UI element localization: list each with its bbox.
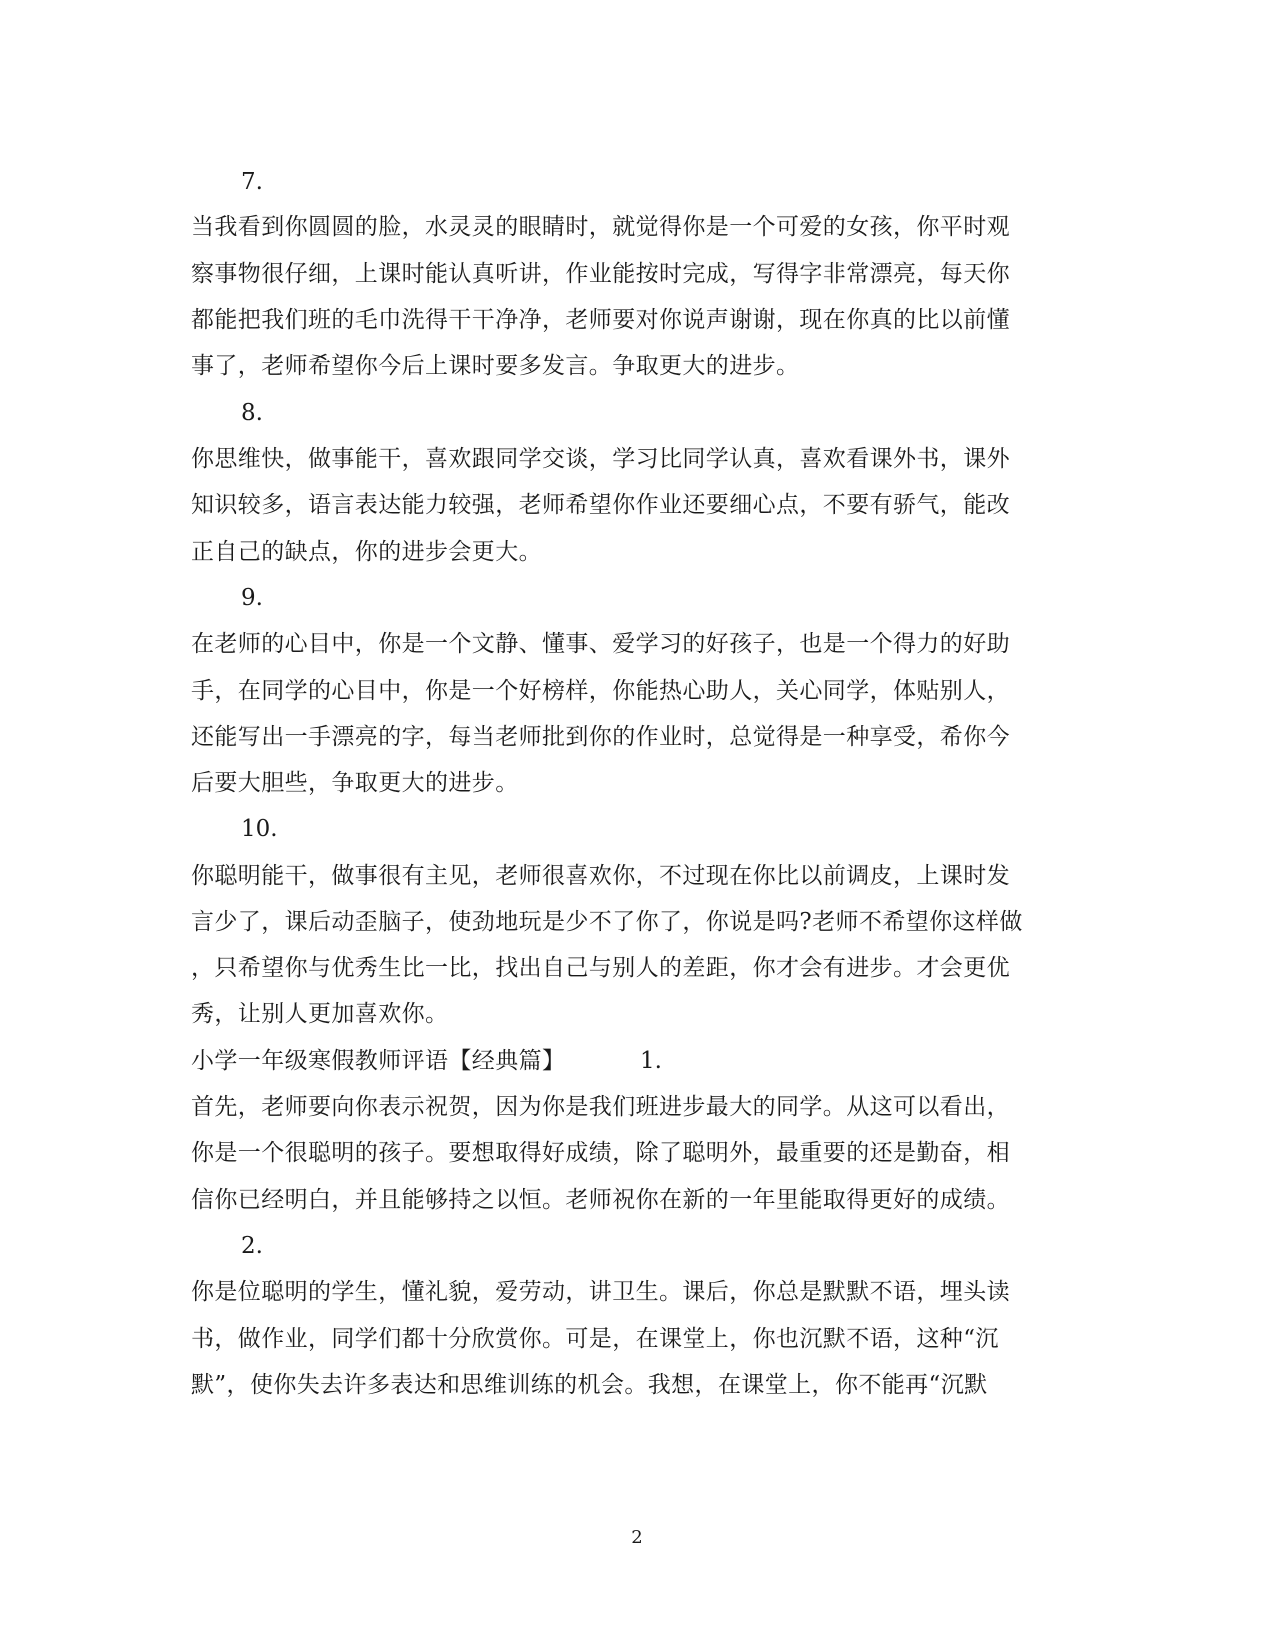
paragraph-line: 都能把我们班的毛巾洗得干干净净，老师要对你说声谢谢，现在你真的比以前懂 (191, 307, 1010, 333)
item-number: 8. (241, 400, 263, 426)
paragraph-line: 当我看到你圆圆的脸，水灵灵的眼睛时，就觉得你是一个可爱的女孩，你平时观 (191, 214, 1010, 240)
paragraph-line: 正自己的缺点，你的进步会更大。 (191, 539, 542, 565)
paragraph-line: 察事物很仔细，上课时能认真听讲，作业能按时完成，写得字非常漂亮，每天你 (191, 261, 1010, 287)
item-number: 1. (640, 1048, 662, 1074)
item-number: 7. (241, 169, 263, 195)
section-title: 小学一年级寒假教师评语【经典篇】 (191, 1048, 566, 1074)
paragraph-line: 知识较多，语言表达能力较强，老师希望你作业还要细心点，不要有骄气，能改 (191, 492, 1010, 518)
paragraph-line: 你是位聪明的学生，懂礼貌，爱劳动，讲卫生。课后，你总是默默不语，埋头读 (191, 1279, 1010, 1305)
paragraph-line: 你是一个很聪明的孩子。要想取得好成绩，除了聪明外，最重要的还是勤奋，相 (191, 1140, 1010, 1166)
paragraph-line: 你聪明能干，做事很有主见，老师很喜欢你，不过现在你比以前调皮，上课时发 (191, 863, 1010, 889)
paragraph-line: 书，做作业，同学们都十分欣赏你。可是，在课堂上，你也沉默不语，这种“沉 (191, 1326, 999, 1352)
paragraph-line: 手，在同学的心目中，你是一个好榜样，你能热心助人，关心同学，体贴别人， (191, 678, 1010, 704)
paragraph-line: 还能写出一手漂亮的字，每当老师批到你的作业时，总觉得是一种享受，希你今 (191, 724, 1010, 750)
paragraph-line: 在老师的心目中，你是一个文静、懂事、爱学习的好孩子，也是一个得力的好助 (191, 631, 1010, 657)
paragraph-line: 秀，让别人更加喜欢你。 (191, 1001, 449, 1027)
item-number: 10. (241, 816, 278, 842)
paragraph-line: 后要大胆些，争取更大的进步。 (191, 770, 519, 796)
item-number: 2. (241, 1233, 263, 1259)
paragraph-line: 言少了，课后动歪脑子，使劲地玩是少不了你了，你说是吗?老师不希望你这样做 (191, 909, 1023, 935)
item-number: 9. (241, 585, 263, 611)
page-number: 2 (631, 1527, 643, 1548)
paragraph-line: ，只希望你与优秀生比一比，找出自己与别人的差距，你才会有进步。才会更优 (191, 955, 1010, 981)
paragraph-line: 首先，老师要向你表示祝贺，因为你是我们班进步最大的同学。从这可以看出， (191, 1094, 1010, 1120)
paragraph-line: 事了，老师希望你今后上课时要多发言。争取更大的进步。 (191, 353, 800, 379)
paragraph-line: 信你已经明白，并且能够持之以恒。老师祝你在新的一年里能取得更好的成绩。 (191, 1187, 1010, 1213)
paragraph-line: 你思维快，做事能干，喜欢跟同学交谈，学习比同学认真，喜欢看课外书，课外 (191, 446, 1010, 472)
paragraph-line: 默”，使你失去许多表达和思维训练的机会。我想，在课堂上，你不能再“沉默 (191, 1372, 988, 1398)
